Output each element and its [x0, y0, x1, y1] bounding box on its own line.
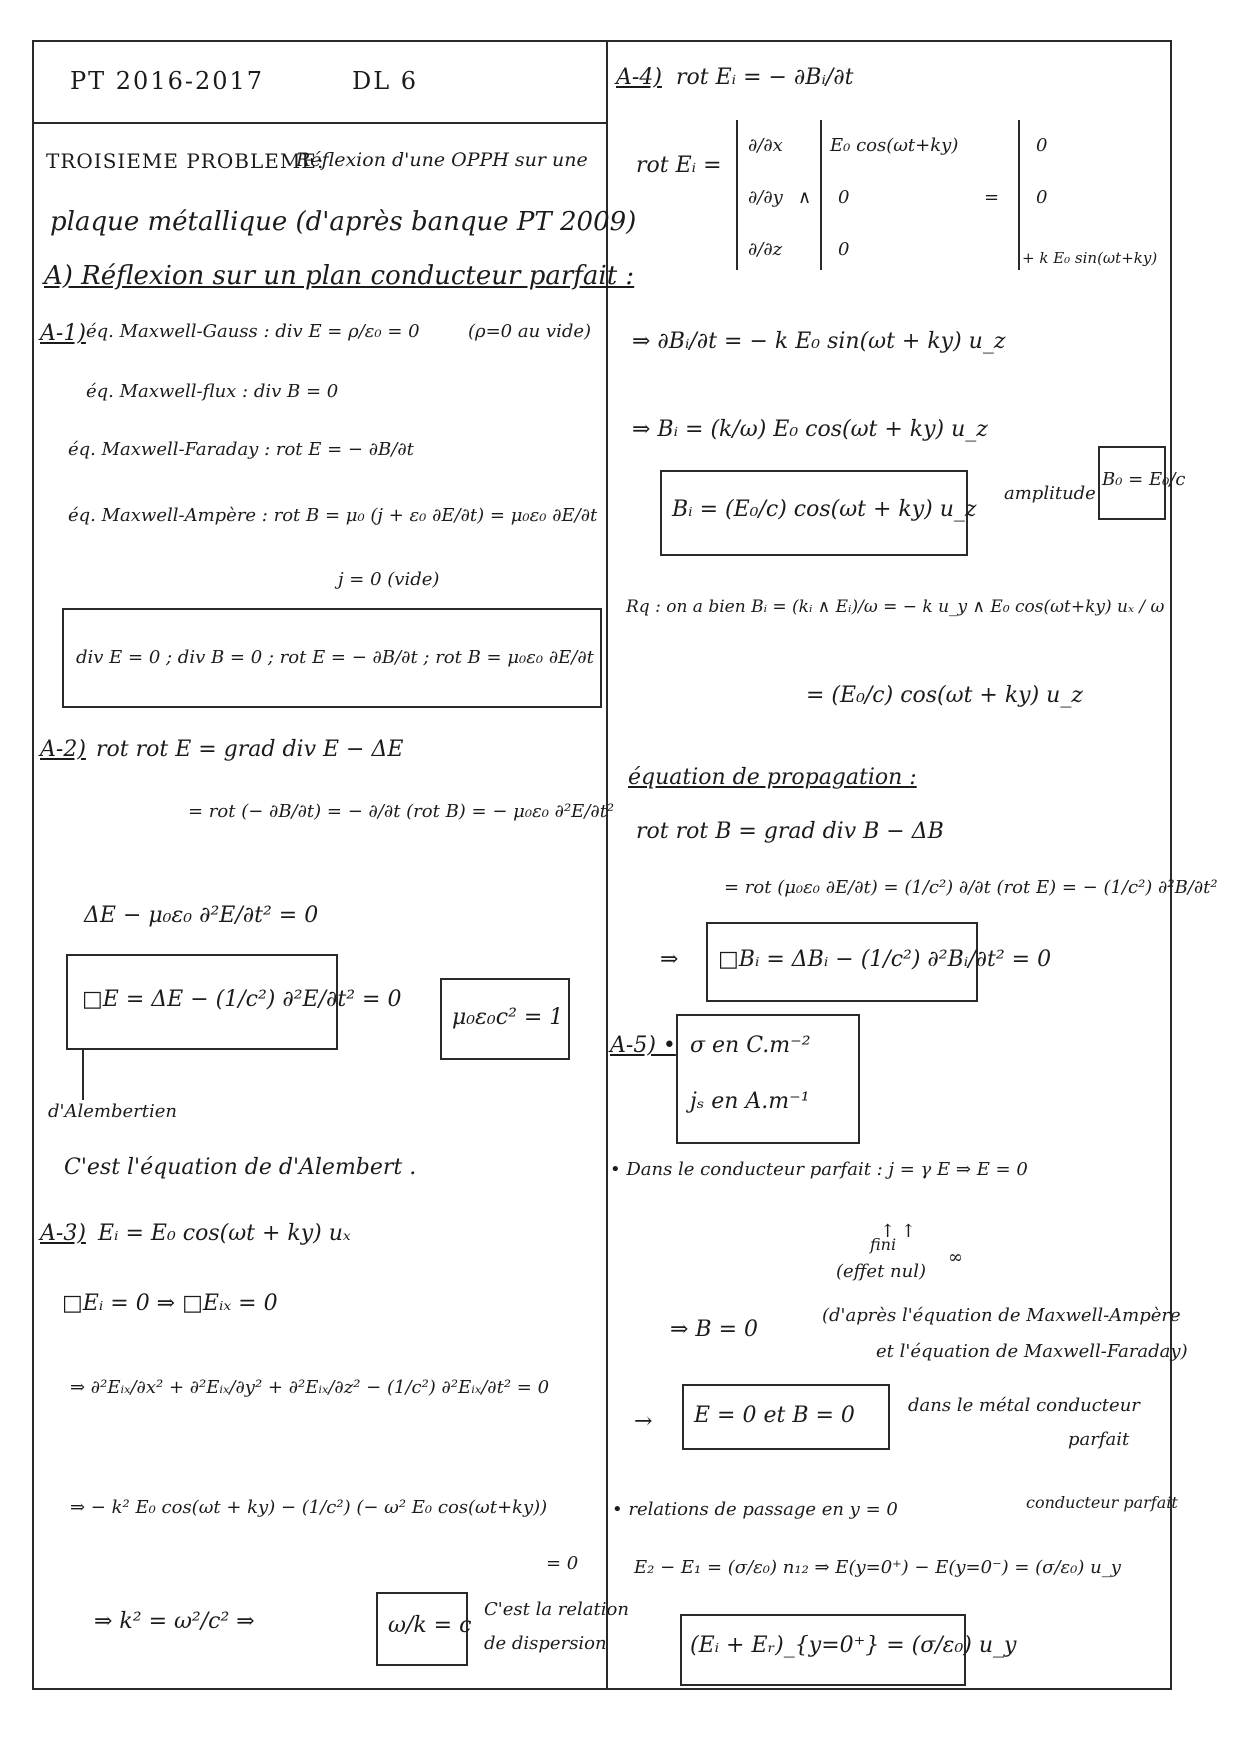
a4-line-1: rot Eᵢ = − ∂Bᵢ/∂t: [676, 65, 854, 90]
propagation-line-2: = rot (μ₀ε₀ ∂E/∂t) = (1/c²) ∂/∂t (rot E) = − (1/c²) ∂²B/∂t²: [724, 877, 1218, 898]
a5-label: A-5) •: [610, 1033, 676, 1058]
a4-equals: =: [984, 187, 1000, 208]
dalembert-equation: □E = ΔE − (1/c²) ∂²E/∂t² = 0: [82, 987, 402, 1012]
a4-rot-left: rot Eᵢ =: [636, 153, 722, 178]
a3-line-2: □Eᵢ = 0 ⇒ □Eᵢₓ = 0: [62, 1291, 278, 1316]
a4-vec-y: 0: [838, 187, 850, 208]
a4-line-2: ⇒ ∂Bᵢ/∂t = − k E₀ sin(ωt + ky) u_z: [632, 329, 1006, 354]
b-zero-note-1: (d'après l'équation de Maxwell-Ampère: [822, 1305, 1181, 1326]
header-year: PT 2016-2017: [70, 67, 265, 95]
a3-line-4b: = 0: [546, 1553, 579, 1574]
conductor-inf: ∞: [948, 1247, 963, 1268]
maxwell-equations: div E = 0 ; div B = 0 ; rot E = − ∂B/∂t ; rot B = μ₀ε₀ ∂E/∂t: [76, 647, 594, 668]
passage-title: • relations de passage en y = 0: [612, 1499, 898, 1520]
dispersion-note-2: de dispersion: [484, 1633, 607, 1654]
a3-line-1: Eᵢ = E₀ cos(ωt + ky) uₓ: [98, 1221, 351, 1246]
a3-line-5: ⇒ k² = ω²/c² ⇒: [94, 1609, 255, 1634]
propagation-equation: □Bᵢ = ΔBᵢ − (1/c²) ∂²Bᵢ/∂t² = 0: [718, 947, 1052, 972]
js-units: jₛ en A.m⁻¹: [690, 1089, 810, 1114]
a4-matrix-bar-2: [820, 120, 822, 270]
a2-line-2: = rot (− ∂B/∂t) = − ∂/∂t (rot B) = − μ₀ε₀ ∂²E/∂t²: [188, 801, 615, 822]
a4-cross: ∧: [798, 187, 812, 208]
amplitude-expression: B₀ = E₀/c: [1102, 469, 1186, 490]
a2-line-1: rot rot E = grad div E − ΔE: [96, 737, 404, 762]
passage-note: conducteur parfait: [1026, 1493, 1178, 1512]
fields-zero: E = 0 et B = 0: [694, 1403, 855, 1428]
metal-note-1: dans le métal conducteur: [908, 1395, 1140, 1416]
a4-vec-z: 0: [838, 239, 850, 260]
conductor-arrows: ↑ ↑: [880, 1221, 916, 1242]
a4-res-y: 0: [1036, 187, 1048, 208]
dalembertien-note: d'Alembertien: [48, 1101, 177, 1122]
a4-matrix-bar-1: [736, 120, 738, 270]
a3-line-3: ⇒ ∂²Eᵢₓ/∂x² + ∂²Eᵢₓ/∂y² + ∂²Eᵢₓ/∂z² − (1/c²) ∂²Eᵢₓ/∂t² = 0: [70, 1377, 550, 1398]
a4-matrix-bar-3: [1018, 120, 1020, 270]
a4-res-x: 0: [1036, 135, 1048, 156]
conductor-line: • Dans le conducteur parfait : j = γ E ⇒ E = 0: [610, 1159, 1028, 1180]
a1-label: A-1): [40, 321, 86, 346]
b-field-expression: Bᵢ = (E₀/c) cos(ωt + ky) u_z: [672, 497, 977, 522]
a1-flux: éq. Maxwell-flux : div B = 0: [86, 381, 339, 402]
conductor-fini: fini: [870, 1235, 897, 1254]
a4-vec-x: E₀ cos(ωt+ky): [830, 135, 959, 156]
remark-line-2: = (E₀/c) cos(ωt + ky) u_z: [806, 683, 1083, 708]
remark-line-1: Rq : on a bien Bᵢ = (kᵢ ∧ Eᵢ)/ω = − k u_y ∧ E₀ cos(ωt+ky) uₓ / ω: [626, 597, 1165, 617]
a2-line-3: ΔE − μ₀ε₀ ∂²E/∂t² = 0: [84, 903, 319, 928]
b-zero-note-2: et l'équation de Maxwell-Faraday): [876, 1341, 1188, 1362]
dalembertien-arrow: [82, 1050, 84, 1100]
a4-nabla-y: ∂/∂y: [748, 187, 783, 208]
passage-relation: E₂ − E₁ = (σ/ε₀) n₁₂ ⇒ E(y=0⁺) − E(y=0⁻) = (σ/ε₀) u_y: [634, 1557, 1121, 1578]
a1-ampere-note: j = 0 (vide): [338, 569, 440, 590]
a4-line-3: ⇒ Bᵢ = (k/ω) E₀ cos(ωt + ky) u_z: [632, 417, 988, 442]
header-dl: DL 6: [352, 67, 419, 95]
problem-subtitle-2: plaque métallique (d'après banque PT 2009): [50, 207, 637, 237]
section-a-title: A) Réflexion sur un plan conducteur parfait :: [44, 261, 635, 291]
problem-subtitle: Réflexion d'une OPPH sur une: [296, 149, 588, 171]
propagation-line-1: rot rot B = grad div B − ΔB: [636, 819, 944, 844]
fields-zero-arrow: →: [634, 1409, 653, 1434]
sigma-units: σ en C.m⁻²: [690, 1033, 811, 1058]
conductor-effet: (effet nul): [836, 1261, 926, 1282]
passage-boxed: (Eᵢ + Eᵣ)_{y=0⁺} = (σ/ε₀) u_y: [690, 1633, 1017, 1658]
a2-label: A-2): [40, 737, 86, 762]
a4-label: A-4): [616, 65, 662, 90]
a3-label: A-3): [40, 1221, 86, 1246]
a1-gauss-note: (ρ=0 au vide): [468, 321, 592, 342]
a4-res-z: + k E₀ sin(ωt+ky): [1022, 249, 1158, 267]
a1-faraday: éq. Maxwell-Faraday : rot E = − ∂B/∂t: [68, 439, 414, 460]
metal-note-2: parfait: [1068, 1429, 1130, 1450]
header-divider: [32, 122, 608, 124]
b-zero: ⇒ B = 0: [670, 1317, 759, 1342]
a3-line-4: ⇒ − k² E₀ cos(ωt + ky) − (1/c²) (− ω² E₀ cos(ωt+ky)): [70, 1497, 548, 1518]
dispersion-note-1: C'est la relation: [484, 1599, 629, 1620]
propagation-title: équation de propagation :: [628, 765, 917, 790]
mu-eps-relation: μ₀ε₀c² = 1: [452, 1005, 564, 1030]
a1-ampere: éq. Maxwell-Ampère : rot B = μ₀ (j + ε₀ ∂E/∂t) = μ₀ε₀ ∂E/∂t: [68, 505, 598, 526]
a4-nabla-z: ∂/∂z: [748, 239, 783, 260]
a1-gauss: éq. Maxwell-Gauss : div E = ρ/ε₀ = 0: [86, 321, 420, 342]
propagation-arrow: ⇒: [660, 947, 679, 972]
a2-conclusion: C'est l'équation de d'Alembert .: [64, 1155, 417, 1180]
dispersion-relation: ω/k = c: [388, 1613, 472, 1638]
a4-nabla-x: ∂/∂x: [748, 135, 783, 156]
amplitude-label: amplitude: [1004, 483, 1096, 504]
problem-title: TROISIEME PROBLEME:: [46, 149, 325, 173]
